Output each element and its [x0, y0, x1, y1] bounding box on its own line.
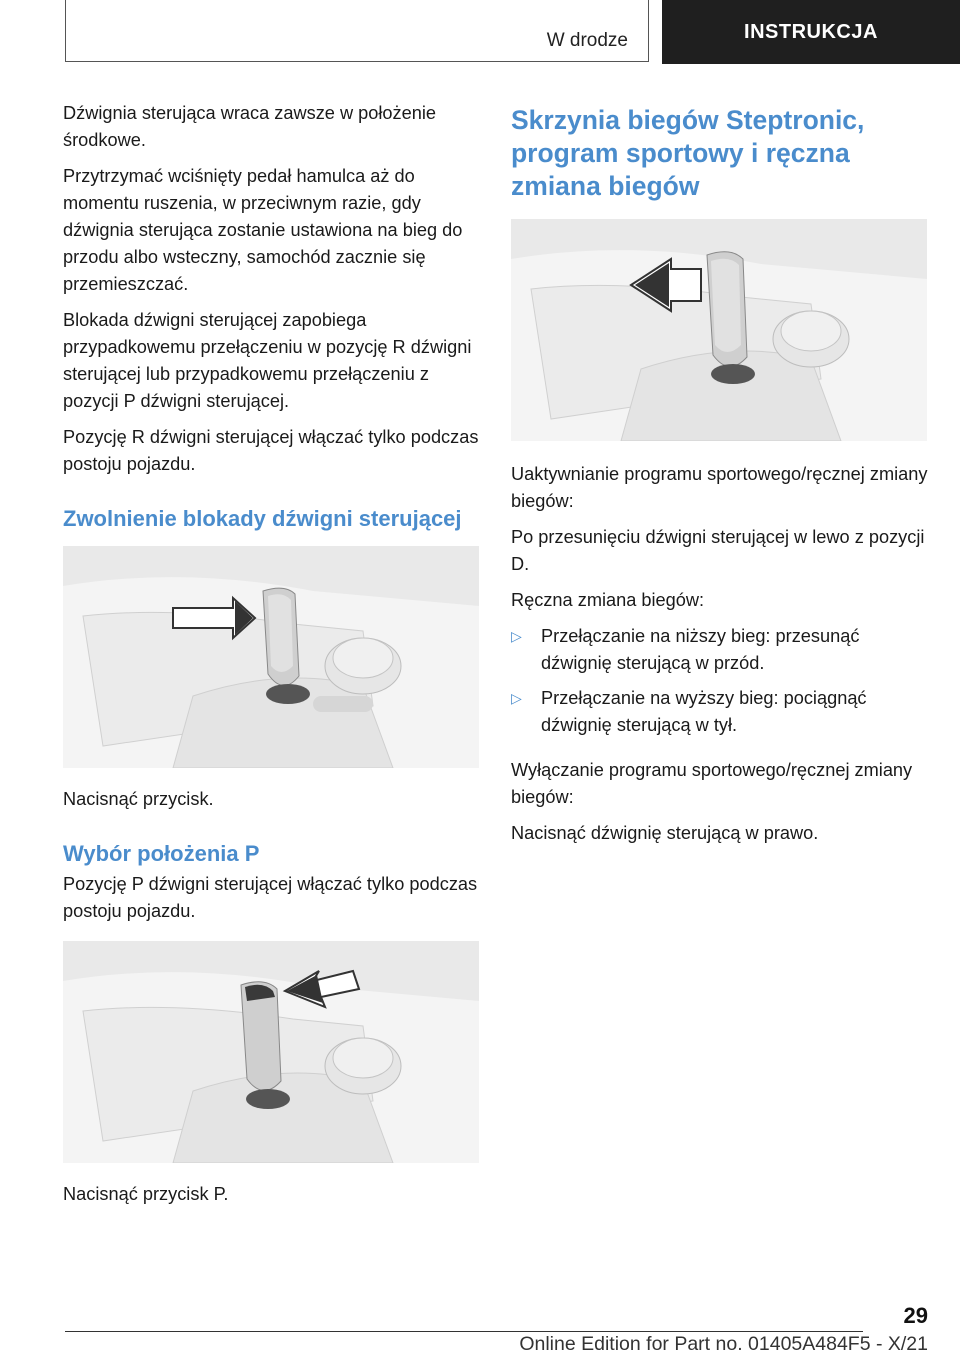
gear-selector-park-illustration — [63, 941, 479, 1163]
section-heading-release-lock: Zwolnienie blokady dźwigni sterującej — [63, 506, 462, 531]
gear-selector-unlock-illustration — [63, 546, 479, 768]
paragraph: Pozycję P dźwigni sterującej włączać tylko podczas postoju pojazdu. — [63, 874, 478, 921]
figure-caption: Nacisnąć przycisk P. — [63, 1184, 229, 1204]
list-item: ▷ Przełączanie na niższy bieg: przesunąć dźwignię sterującą w przód. — [511, 623, 929, 677]
paragraph: Uaktywnianie programu sportowego/ręcznej zmiany biegów: — [511, 464, 928, 511]
paragraph: Wyłączanie programu sportowego/ręcznej zmiany biegów: — [511, 760, 913, 807]
footer-edition: Online Edition for Part no. 01405A484F5 - X/21 — [519, 1333, 928, 1355]
paragraph: Dźwignia sterująca wraca zawsze w położenie środkowe. — [63, 103, 437, 150]
list-item: ▷ Przełączanie na wyższy bieg: pociągnąć dźwignię sterującą w tył. — [511, 685, 929, 739]
triangle-bullet-icon: ▷ — [511, 690, 522, 706]
header-tab-instrukcja: INSTRUKCJA — [662, 0, 960, 64]
figure-caption: Nacisnąć przycisk. — [63, 789, 214, 809]
footer-divider — [65, 1331, 863, 1332]
right-column — [511, 104, 929, 856]
section-heading-select-p: Wybór położenia P — [63, 841, 260, 866]
paragraph: Pozycję R dźwigni sterującej włączać tylko podczas postoju pojazdu. — [63, 427, 479, 474]
paragraph: Blokada dźwigni sterującej zapobiega przypadkowemu przełączeniu w pozycję R dźwigni sterującej lub przypadkowemu przełączeniu z pozycji P dźwigni sterującej. — [63, 310, 472, 411]
header-section-title: W drodze — [546, 30, 628, 51]
header-box — [65, 0, 649, 62]
paragraph: Ręczna zmiana biegów: — [511, 590, 705, 610]
paragraph: Nacisnąć dźwignię sterującą w prawo. — [511, 823, 819, 843]
left-column — [63, 100, 481, 1217]
section-heading-steptronic: Skrzynia biegów Steptronic, program sportowy i ręczna zmiana biegów — [511, 105, 865, 201]
paragraph: Po przesunięciu dźwigni sterującej w lewo z pozycji D. — [511, 527, 925, 574]
gear-selector-sport-mode-illustration — [511, 219, 927, 441]
triangle-bullet-icon: ▷ — [511, 628, 522, 644]
page-number: 29 — [903, 1303, 928, 1328]
paragraph: Przytrzymać wciśnięty pedał hamulca aż do momentu ruszenia, w przeciwnym razie, gdy dźwignia sterująca zostanie ustawiona na bieg do przodu albo wsteczny, samochód zacznie się przemieszczać. — [63, 166, 463, 294]
manual-shift-list — [511, 623, 929, 739]
